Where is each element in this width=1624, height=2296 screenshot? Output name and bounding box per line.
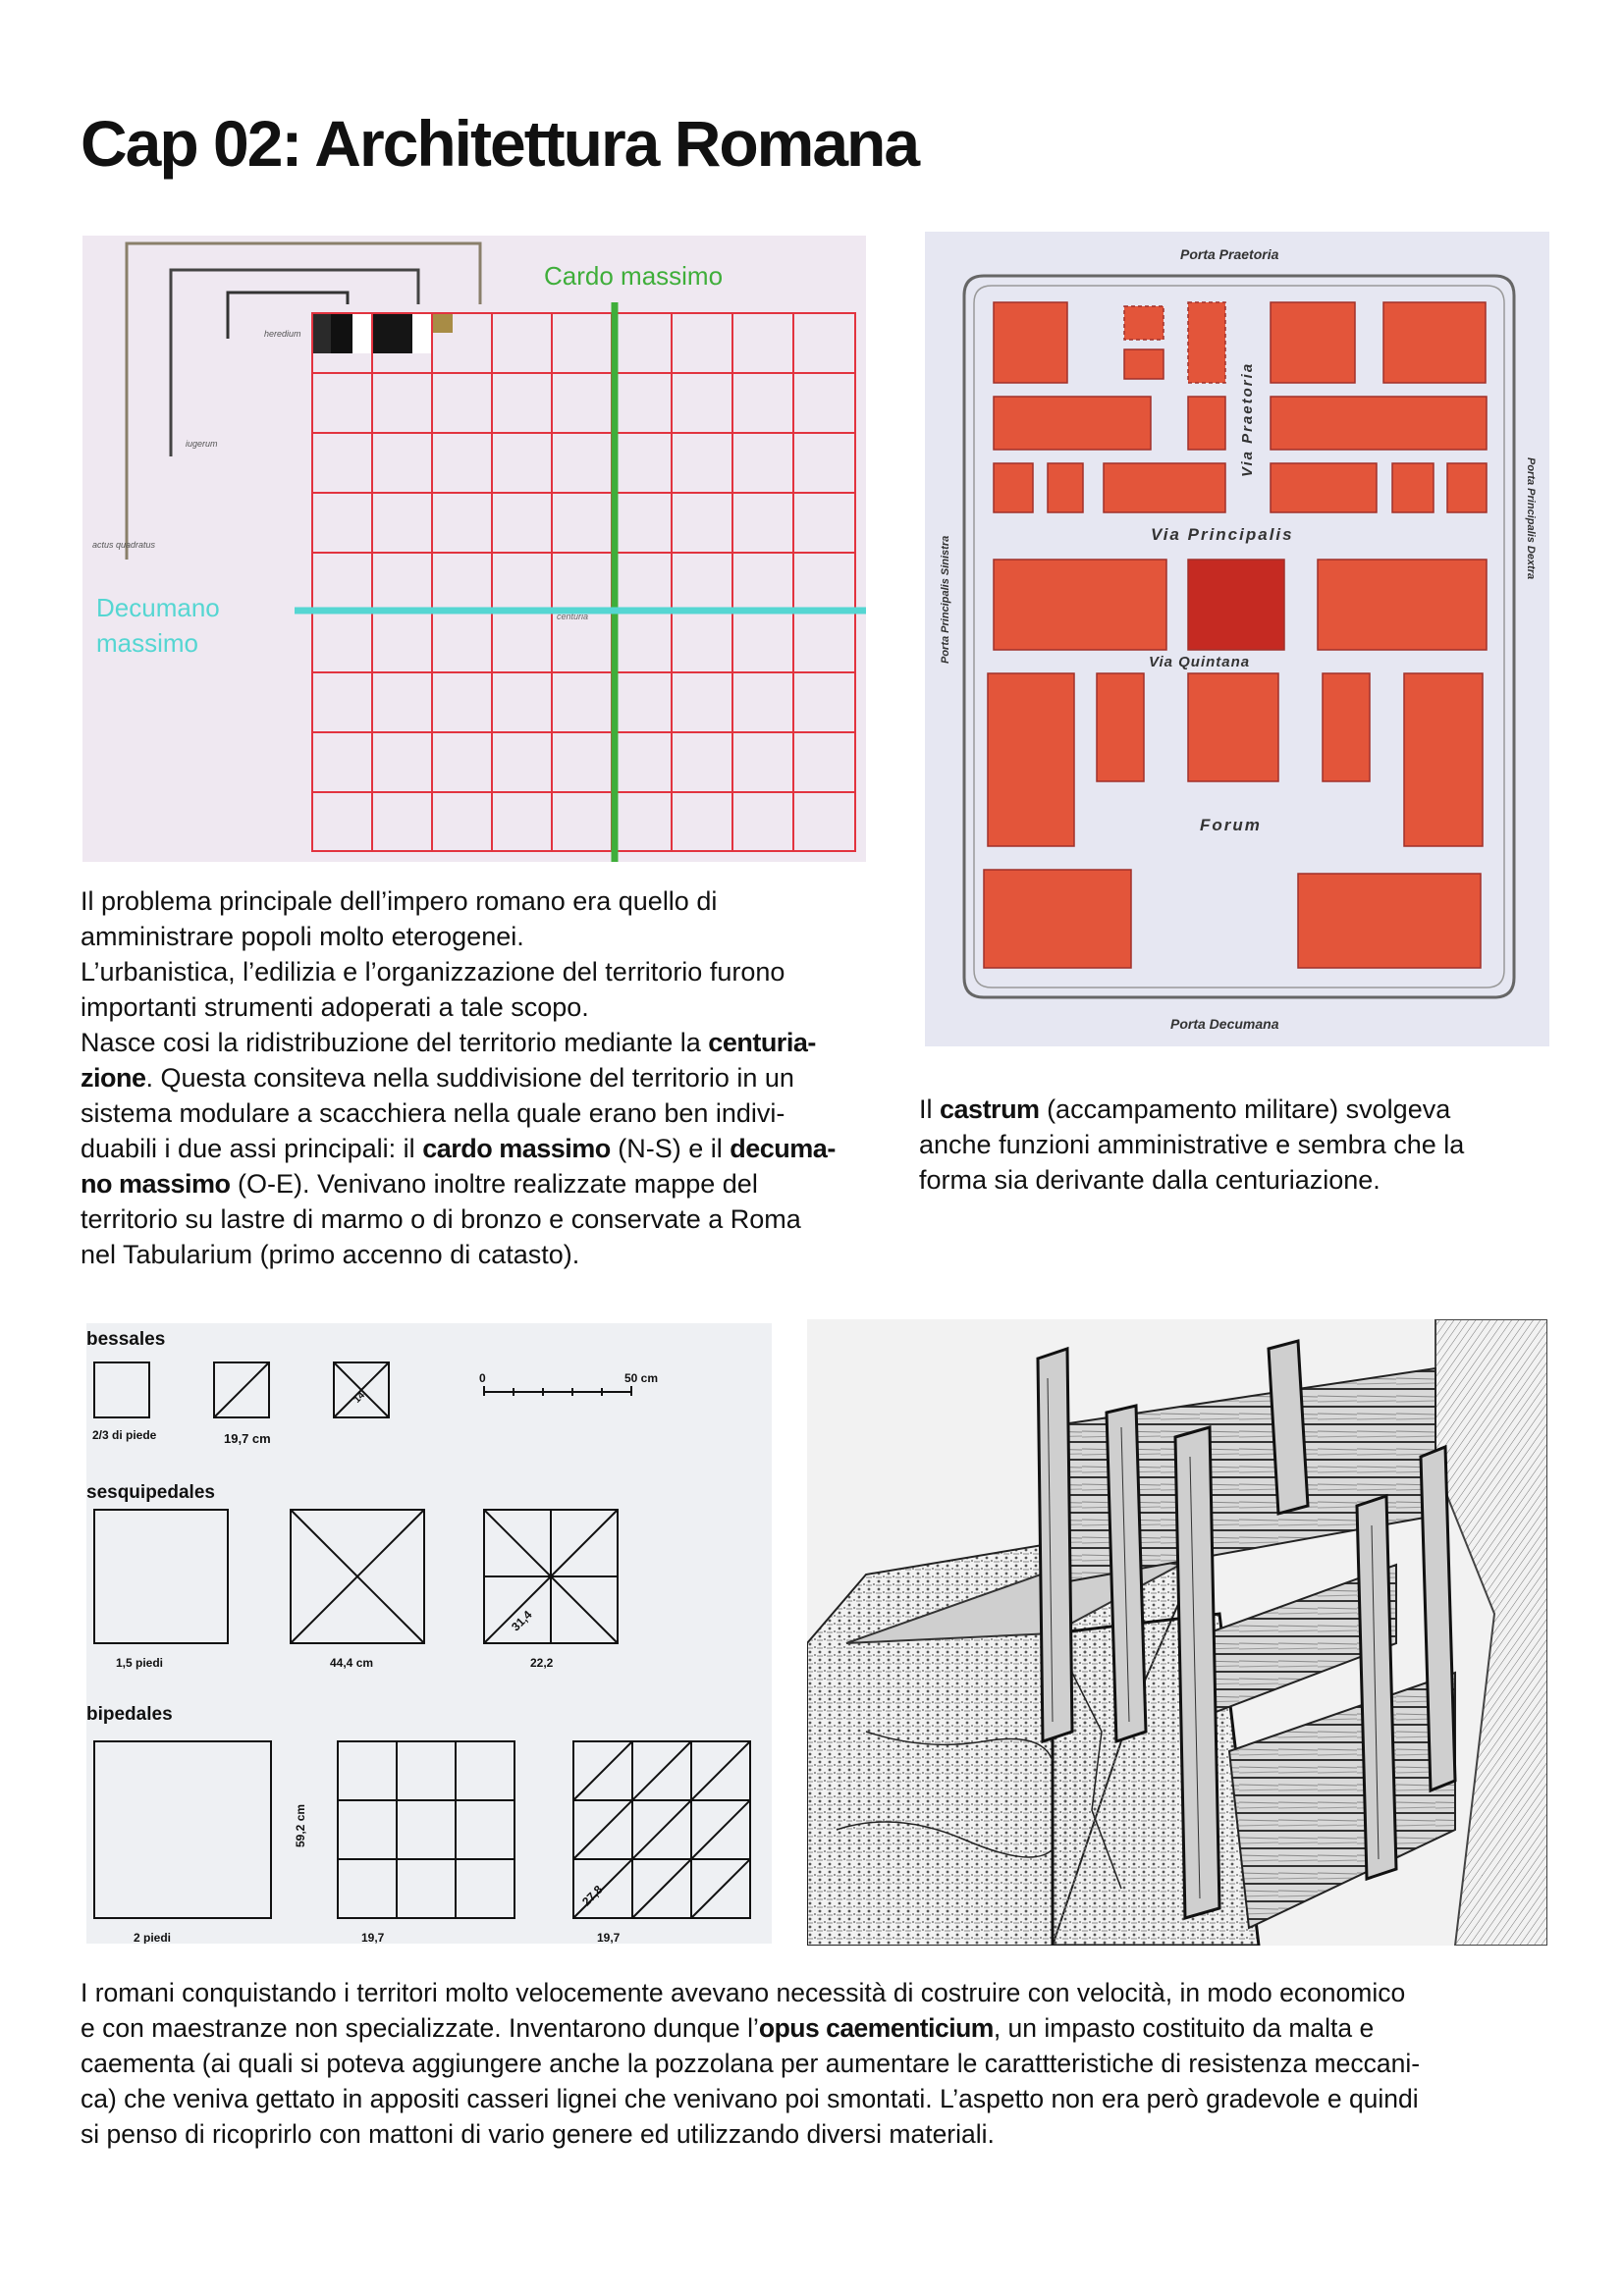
porta-praetoria-label: Porta Praetoria [1180, 246, 1279, 262]
label-197-b: 19,7 [361, 1931, 385, 1944]
keyword-castrum: castrum [940, 1095, 1040, 1124]
text-line: forma sia derivante dalla centuriazione. [919, 1165, 1380, 1195]
label-197-c: 19,7 [597, 1931, 621, 1944]
keyword-decumano: decuma- [730, 1134, 836, 1163]
via-principalis-label: Via Principalis [1151, 525, 1294, 544]
bipedales-heading: bipedales [86, 1704, 173, 1725]
text-line: Nasce cosi la ridistribuzione del territorio mediante la centuria- [81, 1028, 816, 1057]
label-278: 27,8 [579, 1882, 606, 1909]
bessales-heading: bessales [86, 1329, 166, 1350]
opus-caementicium-paragraph [81, 1975, 1553, 2152]
iugerum-square [372, 313, 412, 353]
text-line: duabili i due assi principali: il cardo massimo (N-S) e il decuma- [81, 1134, 836, 1163]
text-line: no massimo (O-E). Venivano inoltre realizzate mappe del [81, 1169, 758, 1199]
keyword-centuriazione-end: zione [81, 1063, 146, 1093]
text-line: territorio su lastre di marmo o di bronzo e conservate a Roma [81, 1204, 801, 1234]
sesquipedales-heading: sesquipedales [86, 1482, 215, 1503]
opus-caementicium-illustration [807, 1319, 1547, 1946]
centuriation-diagram [82, 236, 866, 862]
porta-sinistra-label: Porta Principalis Sinistra [940, 535, 951, 664]
actus-label: actus quadratus [92, 540, 156, 550]
text-line: sistema modulare a scacchiera nella quale erano ben indivi- [81, 1098, 785, 1128]
keyword-opus-caementicium: opus caementicium [758, 2013, 994, 2043]
text-line: ca) che veniva gettato in appositi casseri lignei che venivano poi smontati. L’aspetto non era però gradevole e quindi [81, 2084, 1419, 2113]
text-line: si penso di ricoprirlo con mattoni di vario genere ed utilizzando diversi materiali. [81, 2119, 995, 2149]
label-592-cm: 59,2 cm [294, 1803, 307, 1847]
text-line: e con maestranze non specializzate. Inventarono dunque l’opus caementicium, un impasto costituito da malta e [81, 2013, 1375, 2043]
via-praetoria-label: Via Praetoria [1239, 361, 1256, 477]
keyword-centuriazione: centuria- [708, 1028, 816, 1057]
formwork-sketch [807, 1319, 1547, 1946]
text-line: L’urbanistica, l’edilizia e l’organizzazione del territorio furono [81, 957, 785, 987]
actus-square [432, 313, 453, 333]
decumano-label-2: massimo [96, 628, 199, 658]
centuriation-paragraph [81, 883, 886, 1272]
text-line: I romani conquistando i territori molto velocemente avevano necessità di costruire con velocità, in modo economico [81, 1978, 1406, 2007]
castrum-figure [925, 232, 1549, 1046]
label-15-piedi: 1,5 piedi [116, 1656, 164, 1670]
scale-fifty: 50 cm [624, 1371, 659, 1385]
decumano-label-1: Decumano [96, 593, 220, 622]
castrum-plan [925, 232, 1549, 1046]
via-quintana-label: Via Quintana [1149, 654, 1251, 670]
label-314: 31,4 [509, 1607, 535, 1634]
keyword-cardo-massimo: cardo massimo [422, 1134, 611, 1163]
text-line: amministrare popoli molto eterogenei. [81, 922, 524, 951]
cardo-label: Cardo massimo [544, 261, 724, 291]
iugerum-label: iugerum [186, 439, 218, 449]
text-line: zione. Questa consiteva nella suddivisione del territorio in un [81, 1063, 794, 1093]
page-title: Cap 02: Architettura Romana [81, 107, 919, 180]
label-444-cm: 44,4 cm [330, 1656, 374, 1670]
keyword-decumano-end: no massimo [81, 1169, 231, 1199]
text-line: Il problema principale dell’impero romano era quello di [81, 886, 718, 916]
text-line: caementa (ai quali si poteva aggiungere anche la pozzolana per aumentare le carattteristiche di resistenza meccani- [81, 2049, 1421, 2078]
castrum-paragraph [919, 1092, 1547, 1198]
porta-dextra-label: Porta Principalis Dextra [1525, 457, 1537, 580]
label-2-piedi: 2 piedi [134, 1931, 172, 1944]
bricks-figure [86, 1323, 772, 1944]
heredium-label: heredium [264, 329, 301, 339]
centuria-label: centuria [557, 612, 589, 621]
text-line: anche funzioni amministrative e sembra che la [919, 1130, 1465, 1159]
text-line: importanti strumenti adoperati a tale scopo. [81, 992, 589, 1022]
scale-zero: 0 [479, 1371, 486, 1385]
label-23-piede: 2/3 di piede [92, 1428, 157, 1442]
label-222: 22,2 [530, 1656, 554, 1670]
text-line: nel Tabularium (primo accenno di catasto). [81, 1240, 580, 1269]
text-line: Il castrum (accampamento militare) svolgeva [919, 1095, 1451, 1124]
centuriation-figure [82, 236, 866, 862]
label-197-cm: 19,7 cm [224, 1431, 271, 1446]
label-14: 14 [352, 1390, 367, 1406]
forum-label: Forum [1200, 816, 1262, 834]
porta-decumana-label: Porta Decumana [1170, 1016, 1279, 1032]
bricks-diagram [86, 1323, 772, 1944]
